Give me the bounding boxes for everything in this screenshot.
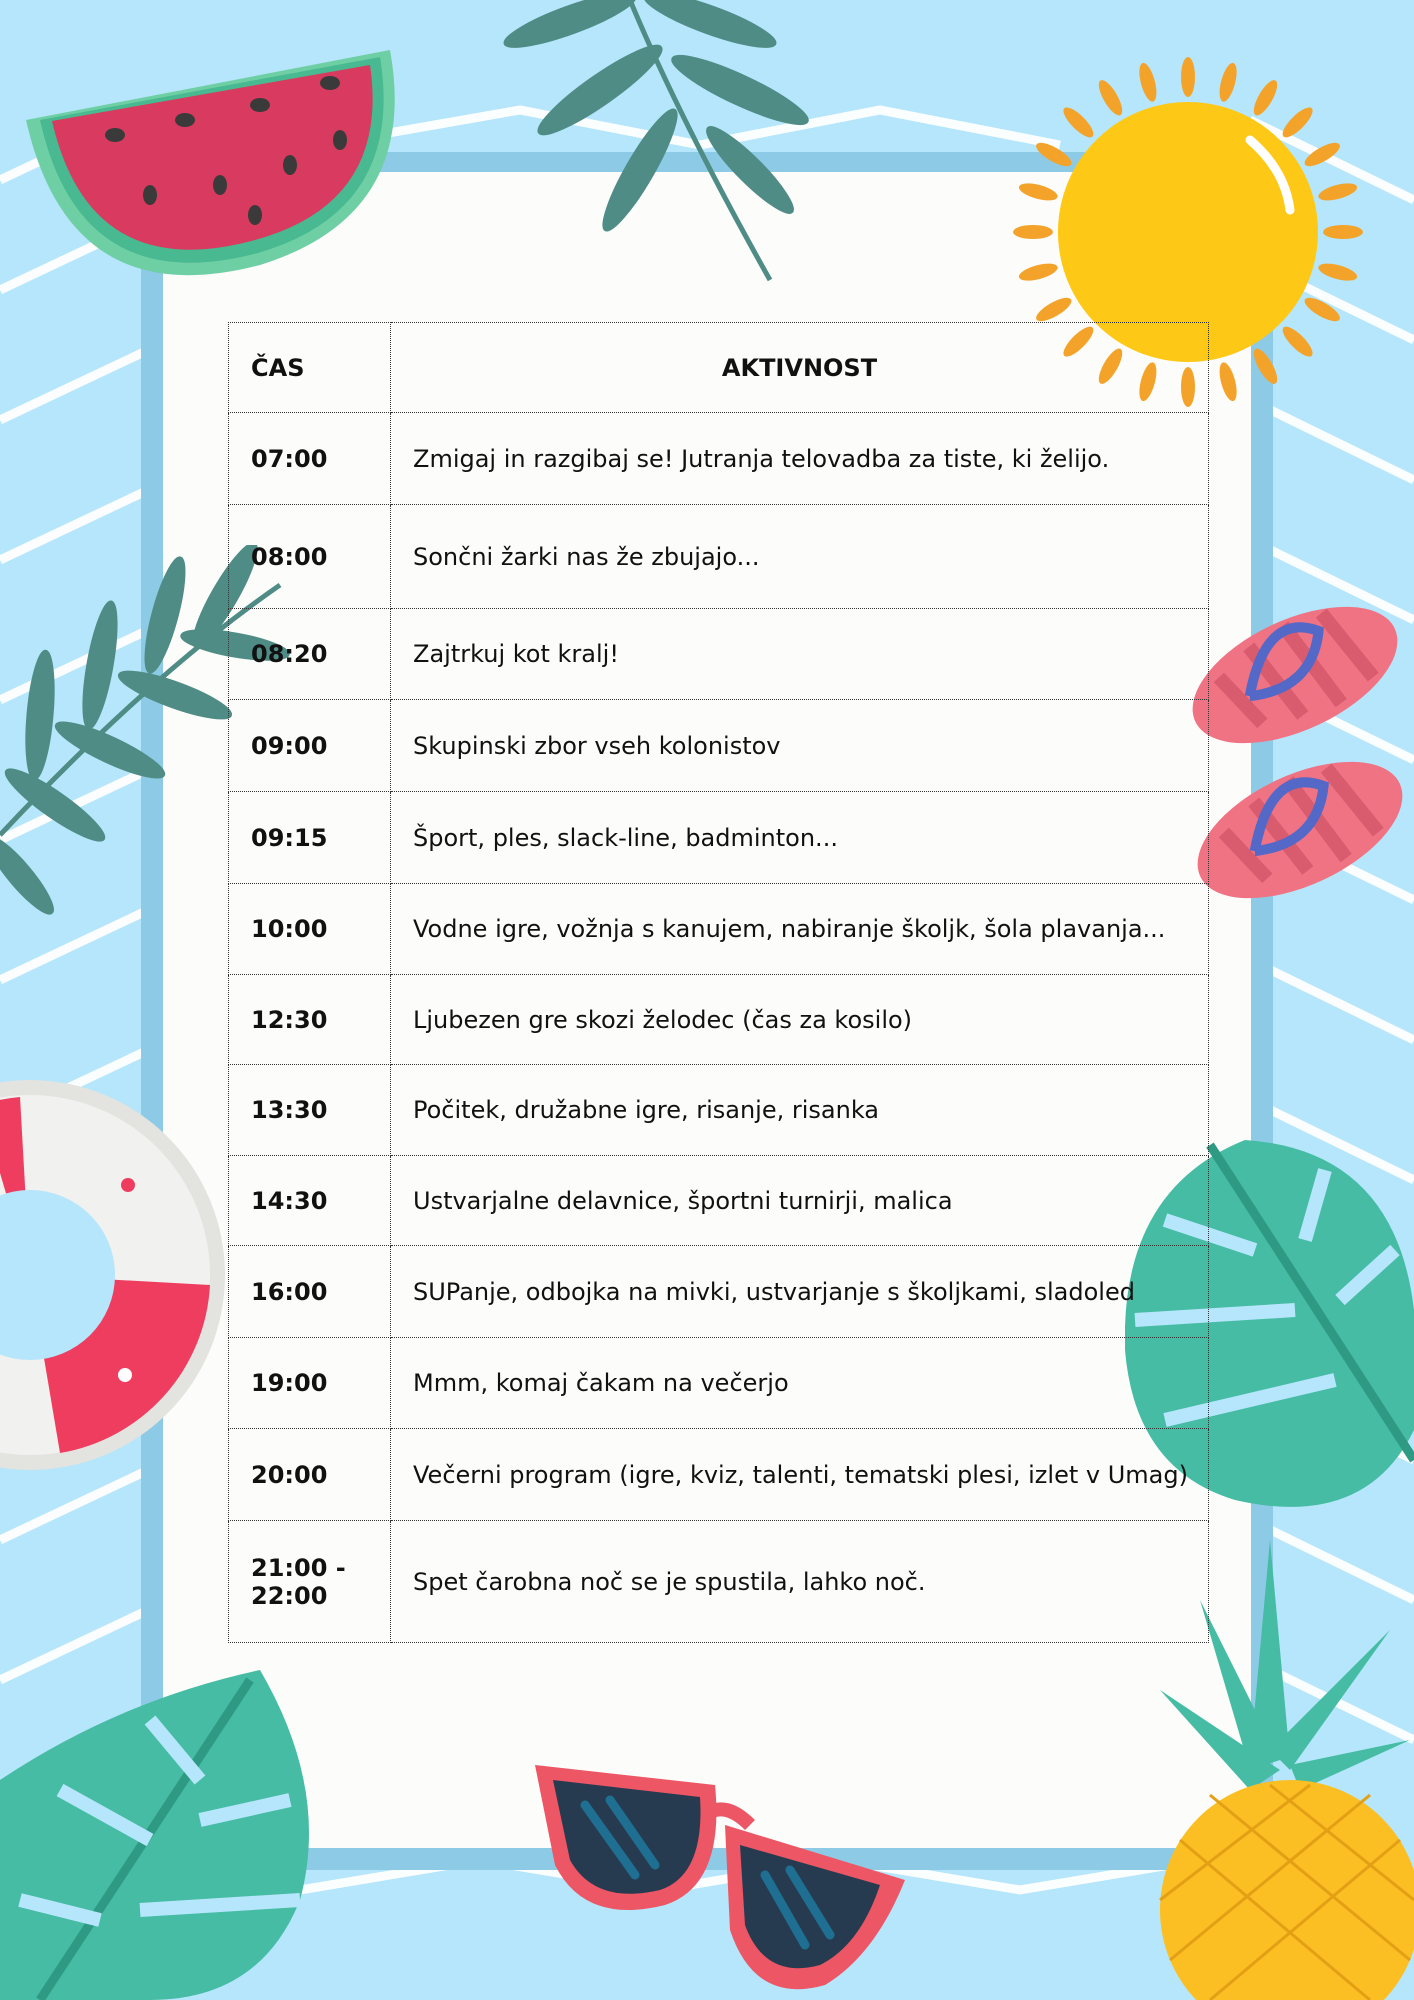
table-row (229, 700, 1209, 792)
table-row (229, 1156, 1209, 1246)
row-time: 09:15 (229, 792, 391, 884)
row-time: 09:00 (229, 700, 391, 792)
schedule-table (228, 322, 1209, 1643)
monstera-leaf-icon (0, 1670, 320, 2000)
row-time: 10:00 (229, 884, 391, 975)
table-row (229, 1246, 1209, 1338)
row-time: 07:00 (229, 413, 391, 505)
row-time: 20:00 (229, 1429, 391, 1521)
row-time: 21:00 - 22:00 (229, 1521, 391, 1643)
table-row (229, 1521, 1209, 1643)
table-row (229, 1429, 1209, 1521)
row-activity: Mmm, komaj čakam na večerjo (391, 1338, 1209, 1429)
table-row (229, 1338, 1209, 1429)
table-row (229, 609, 1209, 700)
row-time: 13:30 (229, 1065, 391, 1156)
row-time: 19:00 (229, 1338, 391, 1429)
flip-flops-icon (1185, 575, 1414, 930)
row-time: 14:30 (229, 1156, 391, 1246)
row-time: 16:00 (229, 1246, 391, 1338)
row-time: 12:30 (229, 975, 391, 1065)
table-row (229, 975, 1209, 1065)
table-row (229, 505, 1209, 609)
table-row (229, 1065, 1209, 1156)
table-row (229, 792, 1209, 884)
palm-leaf-icon (450, 0, 810, 290)
row-activity: Ljubezen gre skozi želodec (čas za kosilo) (391, 975, 1209, 1065)
row-activity: Spet čarobna noč se je spustila, lahko noč. (391, 1521, 1209, 1643)
table-header-row (229, 323, 1209, 413)
column-header-time: ČAS (229, 323, 391, 413)
row-activity: Sončni žarki nas že zbujajo... (391, 505, 1209, 609)
row-activity: SUPanje, odbojka na mivki, ustvarjanje s školjkami, sladoled (391, 1246, 1209, 1338)
watermelon-icon (20, 45, 400, 285)
row-activity: Vodne igre, vožnja s kanujem, nabiranje školjk, šola plavanja... (391, 884, 1209, 975)
row-activity: Zmigaj in razgibaj se! Jutranja telovadba za tiste, ki želijo. (391, 413, 1209, 505)
row-activity: Skupinski zbor vseh kolonistov (391, 700, 1209, 792)
row-activity: Zajtrkuj kot kralj! (391, 609, 1209, 700)
table-row (229, 884, 1209, 975)
row-activity: Ustvarjalne delavnice, športni turnirji, malica (391, 1156, 1209, 1246)
row-activity: Počitek, družabne igre, risanje, risanka (391, 1065, 1209, 1156)
column-header-activity: AKTIVNOST (391, 323, 1209, 413)
row-time: 08:00 (229, 505, 391, 609)
row-activity: Šport, ples, slack-line, badminton... (391, 792, 1209, 884)
row-time: 08:20 (229, 609, 391, 700)
table-row (229, 413, 1209, 505)
swim-ring-icon (0, 1075, 230, 1475)
row-activity: Večerni program (igre, kviz, talenti, tematski plesi, izlet v Umag) (391, 1429, 1209, 1521)
sunglasses-icon (525, 1755, 915, 2000)
